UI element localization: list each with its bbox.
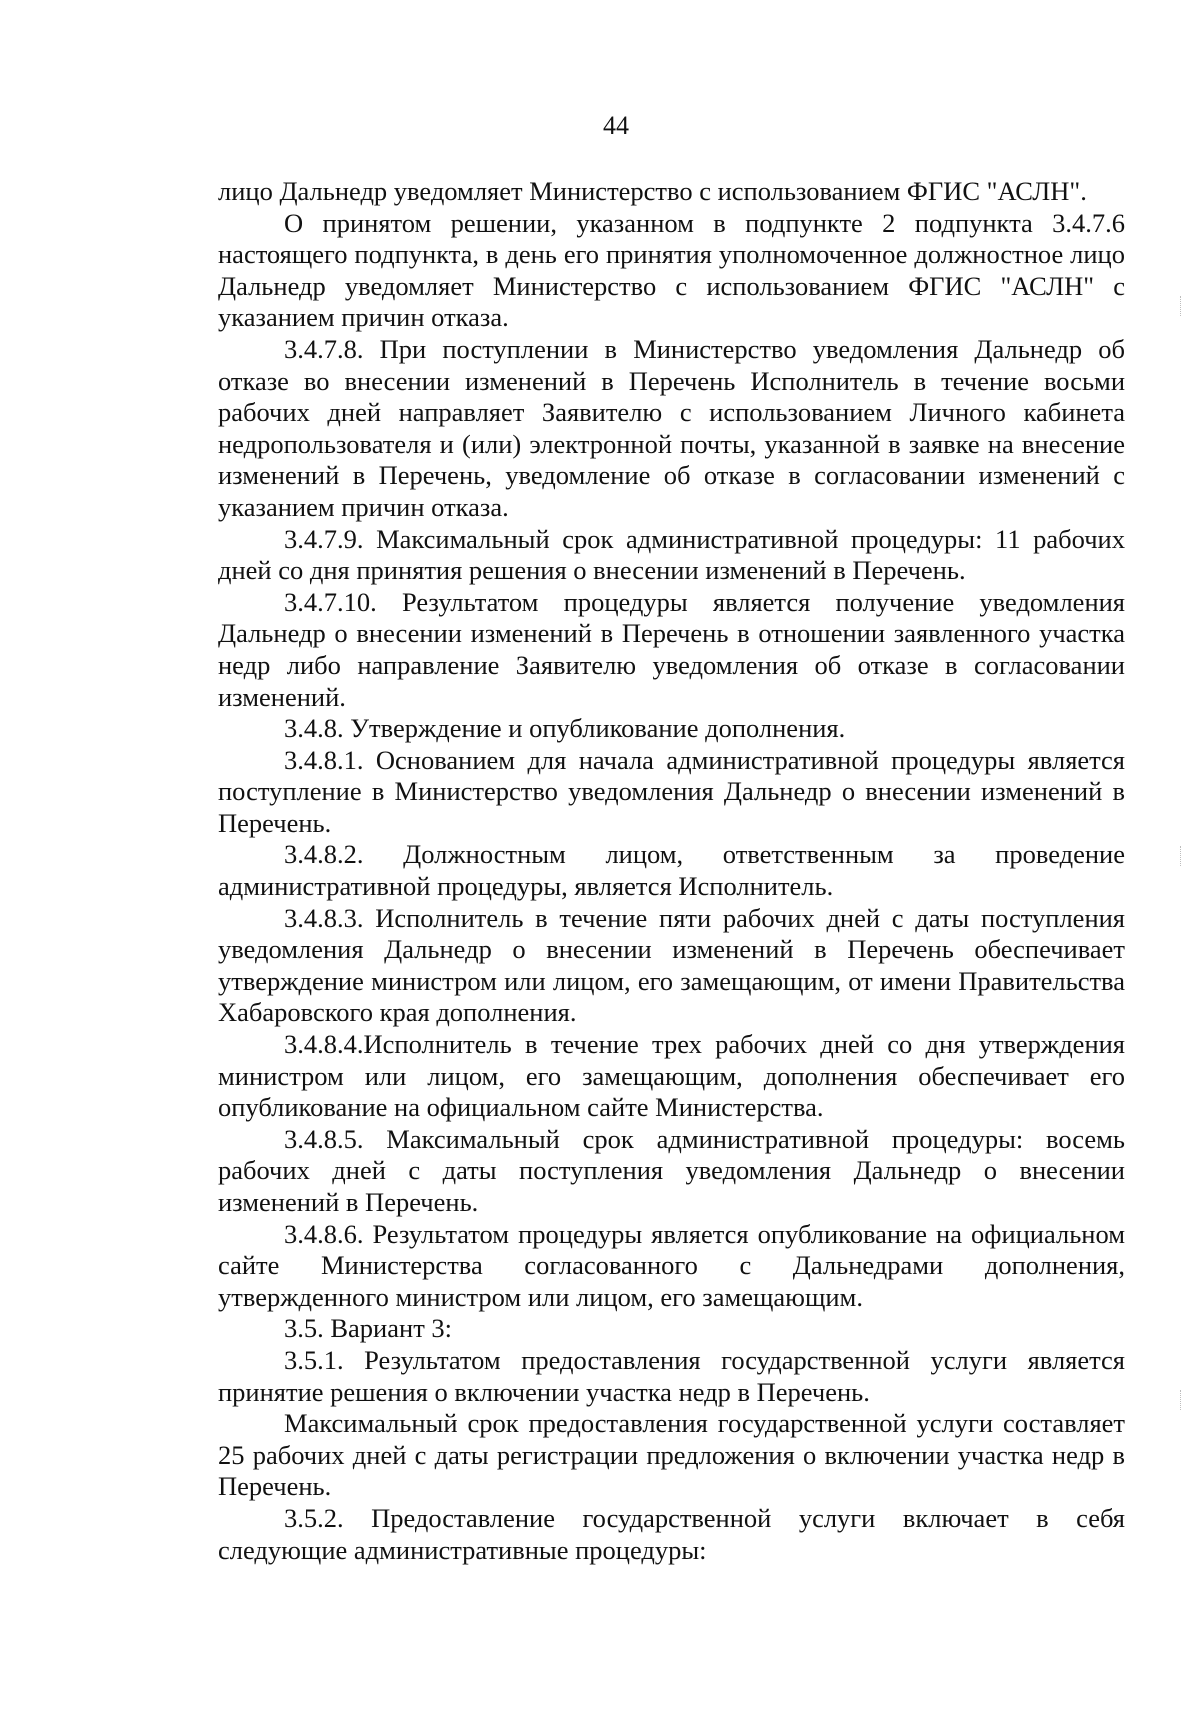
paragraph-3-5: 3.5. Вариант 3: — [284, 1313, 453, 1344]
paragraph-continuation: лицо Дальнедр уведомляет Министерство с использованием ФГИС "АСЛН". — [218, 176, 1087, 206]
scan-artifact-mark — [1180, 846, 1183, 866]
paragraph-3-4-8-2: 3.4.8.2. Должностным лицом, ответственным за проведение административной процедуры, является Исполнитель. — [218, 839, 1125, 902]
paragraph-3-4-8-6: 3.4.8.6. Результатом процедуры является опубликование на официальном сайте Министерства согласованного с Дальнедрами дополнения, утвержденного министром или лицом, его замещающим. — [218, 1218, 1125, 1312]
document-body — [218, 176, 1125, 1566]
paragraph-3-4-8-3: 3.4.8.3. Исполнитель в течение пяти рабочих дней с даты поступления уведомления Дальнедр о внесении изменений в Перечень обеспечивает утверждение министром или лицом, его замещающим, от имени Правительства Хабаровского края дополнения. — [218, 902, 1125, 1028]
paragraph-3-4-8-5: 3.4.8.5. Максимальный срок административной процедуры: восемь рабочих дней с даты поступления уведомления Дальнедр о внесении изменений в Перечень. — [218, 1123, 1125, 1217]
page-number: 44 — [603, 111, 629, 140]
paragraph-refusal-decision: О принятом решении, указанном в подпункте 2 подпункта 3.4.7.6 настоящего подпункта, в день его принятия уполномоченное должностное лицо Дальнедр уведомляет Министерство с использованием ФГИС "АСЛН" с указанием причин отказа. — [218, 207, 1125, 333]
paragraph-3-4-8-4: 3.4.8.4.Исполнитель в течение трех рабочих дней со дня утверждения министром или лицом, его замещающим, дополнения обеспечивает его опубликование на официальном сайте Министерства. — [218, 1029, 1125, 1123]
paragraph-3-5-2: 3.5.2. Предоставление государственной услуги включает в себя следующие административные процедуры: — [218, 1502, 1125, 1565]
paragraph-3-4-8-1: 3.4.8.1. Основанием для начала административной процедуры является поступление в Министерство уведомления Дальнедр о внесении изменений в Перечень. — [218, 744, 1125, 838]
paragraph-3-4-7-9: 3.4.7.9. Максимальный срок административной процедуры: 11 рабочих дней со дня принятия решения о внесении изменений в Перечень. — [218, 523, 1125, 586]
paragraph-max-term: Максимальный срок предоставления государственной услуги составляет 25 рабочих дней с даты регистрации предложения о включении участка недр в Перечень. — [218, 1408, 1125, 1502]
paragraph-3-5-1: 3.5.1. Результатом предоставления государственной услуги является принятие решения о включении участка недр в Перечень. — [218, 1344, 1125, 1407]
paragraph-3-4-7-10: 3.4.7.10. Результатом процедуры является получение уведомления Дальнедр о внесении изменений в Перечень в отношении заявленного участка недр либо направление Заявителю уведомления об отказе в согласовании изменений. — [218, 586, 1125, 712]
scan-artifact-mark — [1180, 1390, 1183, 1410]
scan-artifact-mark — [1180, 296, 1183, 316]
paragraph-3-4-8: 3.4.8. Утверждение и опубликование дополнения. — [284, 713, 846, 744]
paragraph-3-4-7-8: 3.4.7.8. При поступлении в Министерство уведомления Дальнедр об отказе во внесении изменений в Перечень Исполнитель в течение восьми рабочих дней направляет Заявителю с использованием Личного кабинета недропользователя и (или) электронной почты, указанной в заявке на внесение изменений в Перечень, уведомление об отказе в согласовании изменений с указанием причин отказа. — [218, 333, 1125, 522]
